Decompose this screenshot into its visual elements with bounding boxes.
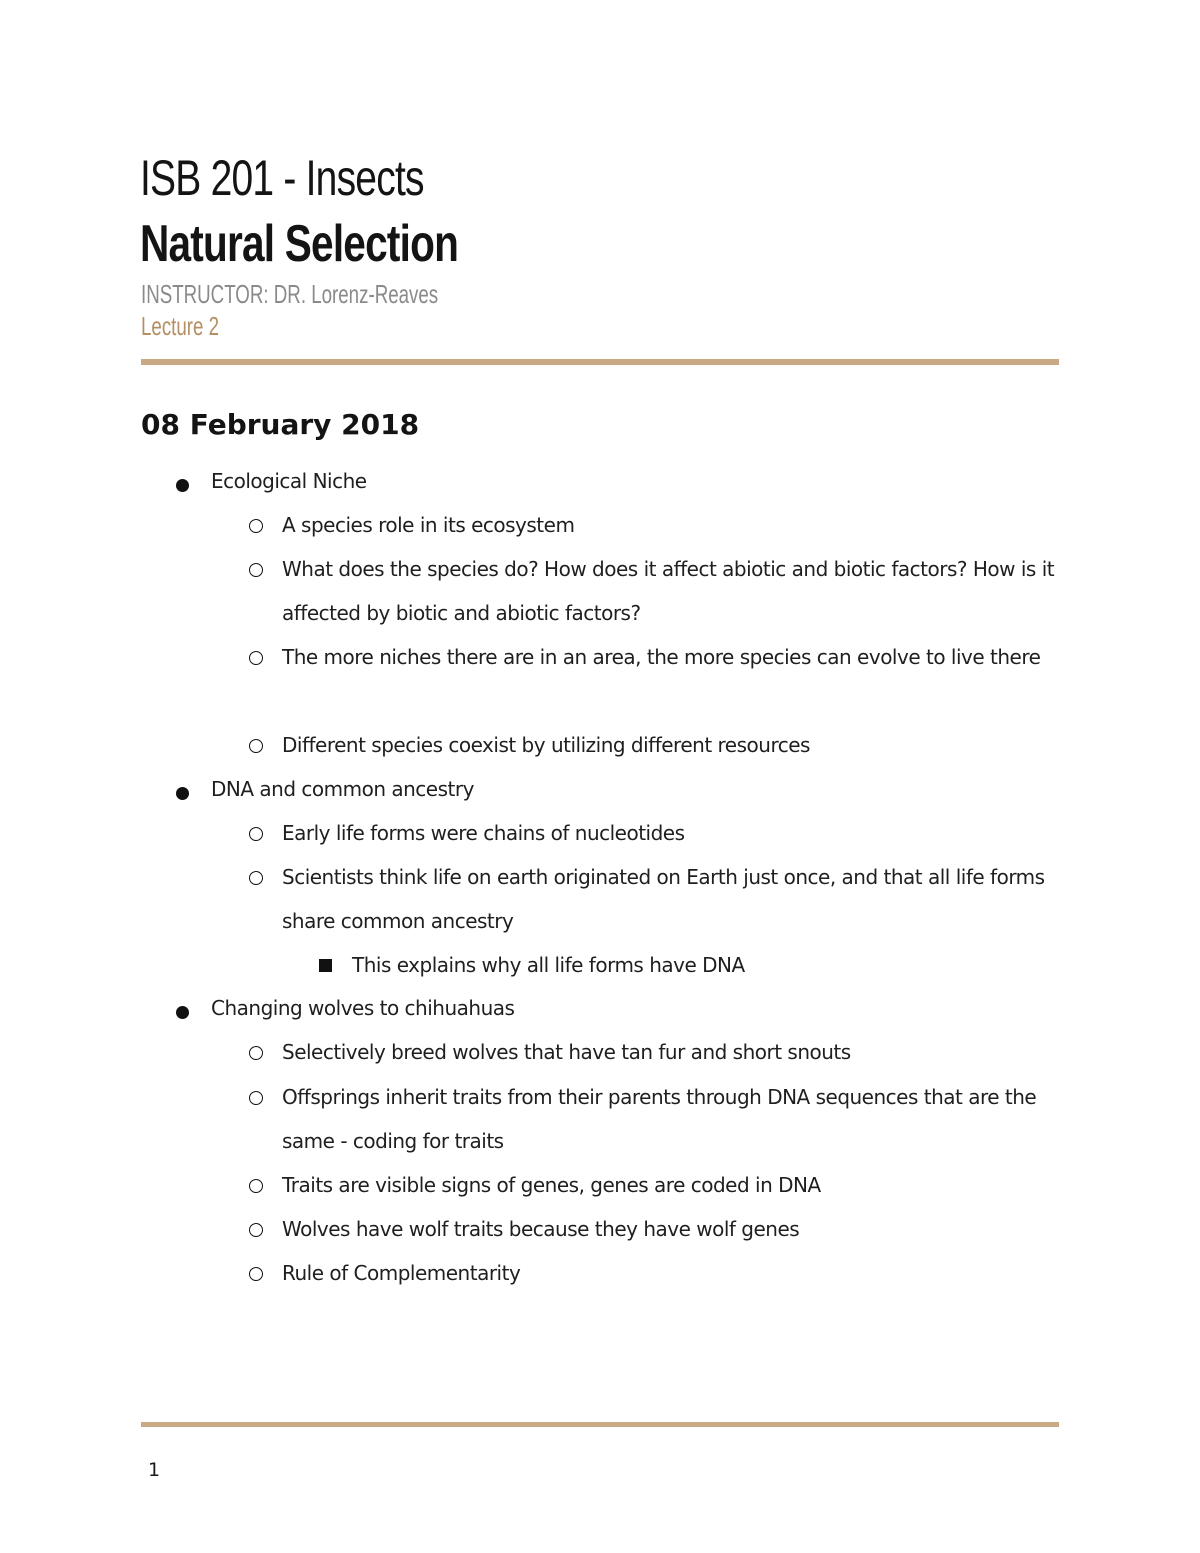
footer-divider: [141, 1422, 1059, 1427]
list-item-text: Rule of Complementarity: [282, 1261, 521, 1285]
list-item: [282, 1251, 1062, 1295]
bullet-disc-icon: [176, 479, 189, 492]
list-item-text: The more niches there are in an area, the more species can evolve to live there: [282, 645, 1041, 669]
list-item: [282, 723, 1062, 767]
list-item: [282, 547, 1062, 635]
list-item: [211, 986, 1041, 1030]
bullet-circle-icon: [249, 1179, 263, 1193]
bullet-square-icon: [319, 959, 332, 972]
bullet-circle-icon: [249, 651, 263, 665]
list-item: [282, 635, 1062, 679]
list-item-text: Different species coexist by utilizing different resources: [282, 733, 810, 757]
list-item-text: DNA and common ancestry: [211, 777, 474, 801]
lecture-label: Lecture 2: [141, 311, 220, 341]
list-item: [282, 1207, 1062, 1251]
list-item: [282, 503, 1062, 547]
page-number: 1: [148, 1459, 161, 1481]
list-item: [211, 459, 1041, 503]
bullet-circle-icon: [249, 1223, 263, 1237]
list-item: [282, 855, 1062, 943]
bullet-circle-icon: [249, 1091, 263, 1105]
date-heading: 08 February 2018: [141, 408, 420, 441]
list-item: [282, 1075, 1062, 1163]
list-item-text: Selectively breed wolves that have tan fur and short snouts: [282, 1040, 851, 1064]
list-item: [282, 1030, 1062, 1074]
bullet-disc-icon: [176, 1006, 189, 1019]
instructor-line: INSTRUCTOR: DR. Lorenz-Reaves: [141, 279, 439, 309]
list-item-text: A species role in its ecosystem: [282, 513, 575, 537]
list-item-text: Traits are visible signs of genes, genes are coded in DNA: [282, 1173, 821, 1197]
header-divider: [141, 359, 1059, 365]
list-item-text: Offsprings inherit traits from their parents through DNA sequences that are the same - coding for traits: [282, 1085, 1037, 1153]
bullet-circle-icon: [249, 871, 263, 885]
list-item: [211, 767, 1041, 811]
list-item-text: Ecological Niche: [211, 469, 367, 493]
list-item-text: Wolves have wolf traits because they have wolf genes: [282, 1217, 800, 1241]
list-item-text: This explains why all life forms have DNA: [352, 953, 745, 977]
bullet-circle-icon: [249, 1046, 263, 1060]
list-item-text: Early life forms were chains of nucleotides: [282, 821, 685, 845]
course-title: ISB 201 - Insects: [140, 150, 424, 206]
list-item: [282, 811, 1062, 855]
bullet-disc-icon: [176, 787, 189, 800]
bullet-circle-icon: [249, 827, 263, 841]
bullet-circle-icon: [249, 739, 263, 753]
bullet-circle-icon: [249, 563, 263, 577]
topic-title: Natural Selection: [140, 215, 459, 273]
bullet-circle-icon: [249, 1267, 263, 1281]
list-item-text: Scientists think life on earth originated on Earth just once, and that all life forms share common ancestry: [282, 865, 1045, 933]
list-item-text: What does the species do? How does it affect abiotic and biotic factors? How is it affected by biotic and abiotic factors?: [282, 557, 1055, 625]
bullet-circle-icon: [249, 519, 263, 533]
list-item: [282, 1163, 1062, 1207]
list-item: [352, 943, 1052, 987]
list-item-text: Changing wolves to chihuahuas: [211, 996, 515, 1020]
